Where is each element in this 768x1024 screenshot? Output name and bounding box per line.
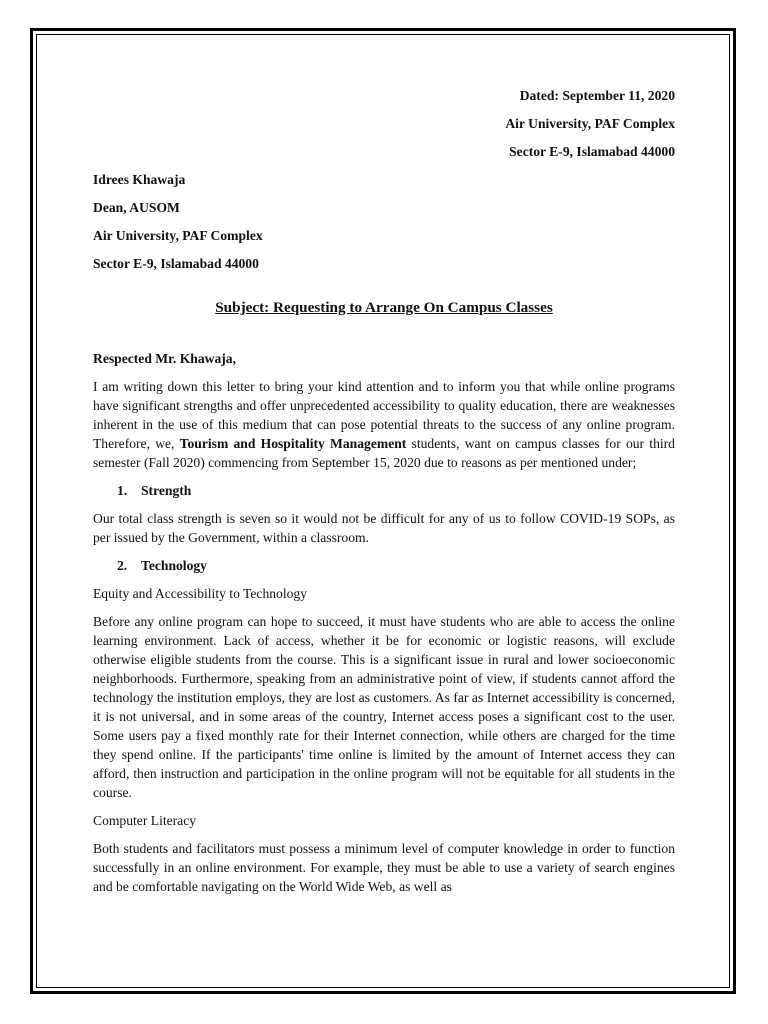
recipient-title: Dean, AUSOM	[93, 200, 180, 215]
section-number: 1.	[117, 483, 128, 498]
recipient-block	[93, 170, 675, 273]
subheading-computer-literacy: Computer Literacy	[93, 813, 197, 828]
program-name: Tourism and Hospitality Management	[179, 436, 407, 451]
sender-address: Sector E-9, Islamabad 44000	[509, 144, 675, 159]
literacy-paragraph: Both students and facilitators must possess a minimum level of computer knowledge in order to function successfully in an online environment. For example, they must be able to use a variety of search engines and be comfortable navigating on the World Wide Web, as well as	[93, 841, 675, 894]
section-technology	[93, 556, 675, 575]
equity-paragraph: Before any online program can hope to succeed, it must have students who are able to access the online learning environment. Lack of access, whether it be for economic or logistic reasons, will exclude otherwise eligible students from the course. This is a significant issue in rural and lower socioeconomic neighborhoods. Furthermore, speaking from an administrative point of view, if students cannot afford the technology the institution employs, they are lost as customers. As far as Internet accessibility is concerned, it is not universal, and in some areas of the country, Internet access poses a significant cost to the user. Some users pay a fixed monthly rate for their Internet connection, while others are charged for the time they spend online. If the participants' time online is limited by the amount of Internet access they can afford, then instruction and participation in the online program will not be equitable for all students in the course.	[93, 614, 675, 800]
letter-body	[93, 86, 675, 905]
letter-date: Dated: September 11, 2020	[519, 88, 675, 103]
recipient-org: Air University, PAF Complex	[93, 228, 263, 243]
letter-subject: Subject: Requesting to Arrange On Campus Classes	[215, 299, 553, 316]
sender-org: Air University, PAF Complex	[505, 116, 675, 131]
subheading-equity: Equity and Accessibility to Technology	[93, 586, 308, 601]
recipient-name: Idrees Khawaja	[93, 172, 186, 187]
intro-paragraph	[93, 377, 675, 472]
salutation: Respected Mr. Khawaja,	[93, 351, 236, 366]
recipient-address: Sector E-9, Islamabad 44000	[93, 256, 259, 271]
intro-text: I am writing down this letter to bring your kind attention and to inform you that while online programs have significant strengths and offer unprecedented accessibility to quality education, there are weaknesses inherent in the use of this medium that can pose potential threats to the success of any online program. Therefore, we,	[93, 379, 675, 451]
section-number: 2.	[117, 558, 128, 573]
strength-paragraph: Our total class strength is seven so it would not be difficult for any of us to follow COVID-19 SOPs, as per issued by the Government, within a classroom.	[93, 511, 675, 545]
intro-text-end: students, want on campus classes for our third semester (Fall 2020) commencing from September 15, 2020 due to reasons as per mentioned under;	[93, 436, 675, 470]
section-title: Technology	[141, 558, 207, 573]
section-title: Strength	[141, 483, 192, 498]
sender-block	[93, 86, 675, 161]
section-strength	[93, 481, 675, 500]
